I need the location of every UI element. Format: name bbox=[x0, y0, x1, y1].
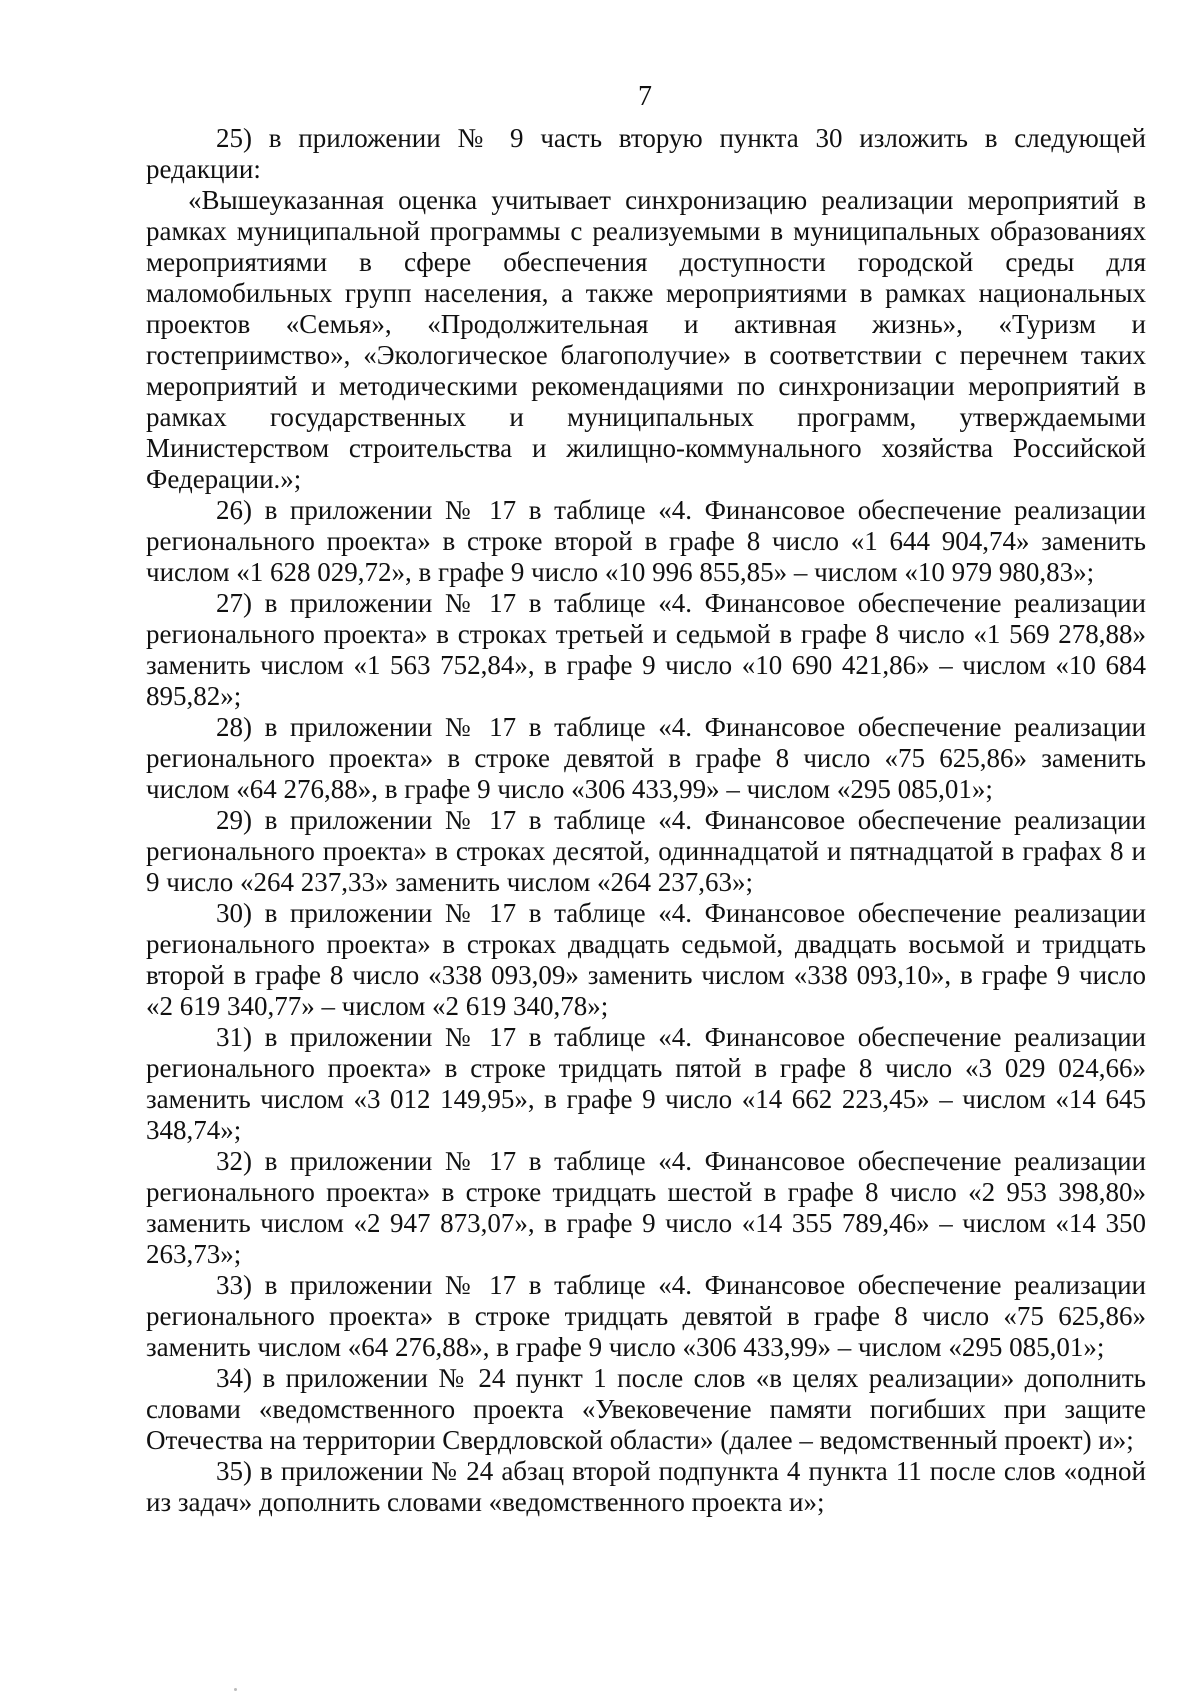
paragraph-item-33: 33) в приложении № 17 в таблице «4. Финансовое обеспечение реализации регионального проекта» в строке тридцать девятой в графе 8 число «75 625,86» заменить числом «64 276,88», в графе 9 число «306 433,99» – числом «295 085,01»; bbox=[146, 1270, 1146, 1362]
paragraph-item-25: 25) в приложении № 9 часть вторую пункта 30 изложить в следующей редакции: bbox=[146, 123, 1146, 184]
page-number: 7 bbox=[638, 81, 652, 112]
paragraph-item-35: 35) в приложении № 24 абзац второй подпункта 4 пункта 11 после слов «одной из задач» дополнить словами «ведомственного проекта и»; bbox=[146, 1456, 1146, 1517]
paragraph-item-34: 34) в приложении № 24 пункт 1 после слов «в целях реализации» дополнить словами «ведомственного проекта «Увековечение памяти погибших при защите Отечества на территории Свердловской области» (далее – ведомственный проект) и»; bbox=[146, 1363, 1146, 1455]
paragraph-item-27: 27) в приложении № 17 в таблице «4. Финансовое обеспечение реализации регионального проекта» в строках третьей и седьмой в графе 8 число «1 569 278,88» заменить числом «1 563 752,84», в графе 9 число «10 690 421,86» – числом «10 684 895,82»; bbox=[146, 588, 1146, 711]
paragraph-item-29: 29) в приложении № 17 в таблице «4. Финансовое обеспечение реализации регионального проекта» в строках десятой, одиннадцатой и пятнадцатой в графах 8 и 9 число «264 237,33» заменить числом «264 237,63»; bbox=[146, 805, 1146, 897]
paragraph-item-28: 28) в приложении № 17 в таблице «4. Финансовое обеспечение реализации регионального проекта» в строке девятой в графе 8 число «75 625,86» заменить числом «64 276,88», в графе 9 число «306 433,99» – числом «295 085,01»; bbox=[146, 712, 1146, 804]
scan-speck bbox=[234, 1688, 237, 1691]
paragraph-item-26: 26) в приложении № 17 в таблице «4. Финансовое обеспечение реализации регионального проекта» в строке второй в графе 8 число «1 644 904,74» заменить числом «1 628 029,72», в графе 9 число «10 996 855,85» – числом «10 979 980,83»; bbox=[146, 495, 1146, 587]
paragraph-item-31: 31) в приложении № 17 в таблице «4. Финансовое обеспечение реализации регионального проекта» в строке тридцать пятой в графе 8 число «3 029 024,66» заменить числом «3 012 149,95», в графе 9 число «14 662 223,45» – числом «14 645 348,74»; bbox=[146, 1022, 1146, 1145]
paragraph-item-32: 32) в приложении № 17 в таблице «4. Финансовое обеспечение реализации регионального проекта» в строке тридцать шестой в графе 8 число «2 953 398,80» заменить числом «2 947 873,07», в графе 9 число «14 355 789,46» – числом «14 350 263,73»; bbox=[146, 1146, 1146, 1269]
quoted-paragraph: «Вышеуказанная оценка учитывает синхронизацию реализации мероприятий в рамках муниципальной программы с реализуемыми в муниципальных образованиях мероприятиями в сфере обеспечения доступности городской среды для маломобильных групп населения, а также мероприятиями в рамках национальных проектов «Семья», «Продолжительная и активная жизнь», «Туризм и гостеприимство», «Экологическое благополучие» в соответствии с перечнем таких мероприятий и методическими рекомендациями по синхронизации мероприятий в рамках государственных и муниципальных программ, утверждаемыми Министерством строительства и жилищно-коммунального хозяйства Российской Федерации.»; bbox=[146, 185, 1146, 494]
paragraph-item-30: 30) в приложении № 17 в таблице «4. Финансовое обеспечение реализации регионального проекта» в строках двадцать седьмой, двадцать восьмой и тридцать второй в графе 8 число «338 093,09» заменить числом «338 093,10», в графе 9 число «2 619 340,77» – числом «2 619 340,78»; bbox=[146, 898, 1146, 1021]
document-body bbox=[146, 123, 1146, 1518]
